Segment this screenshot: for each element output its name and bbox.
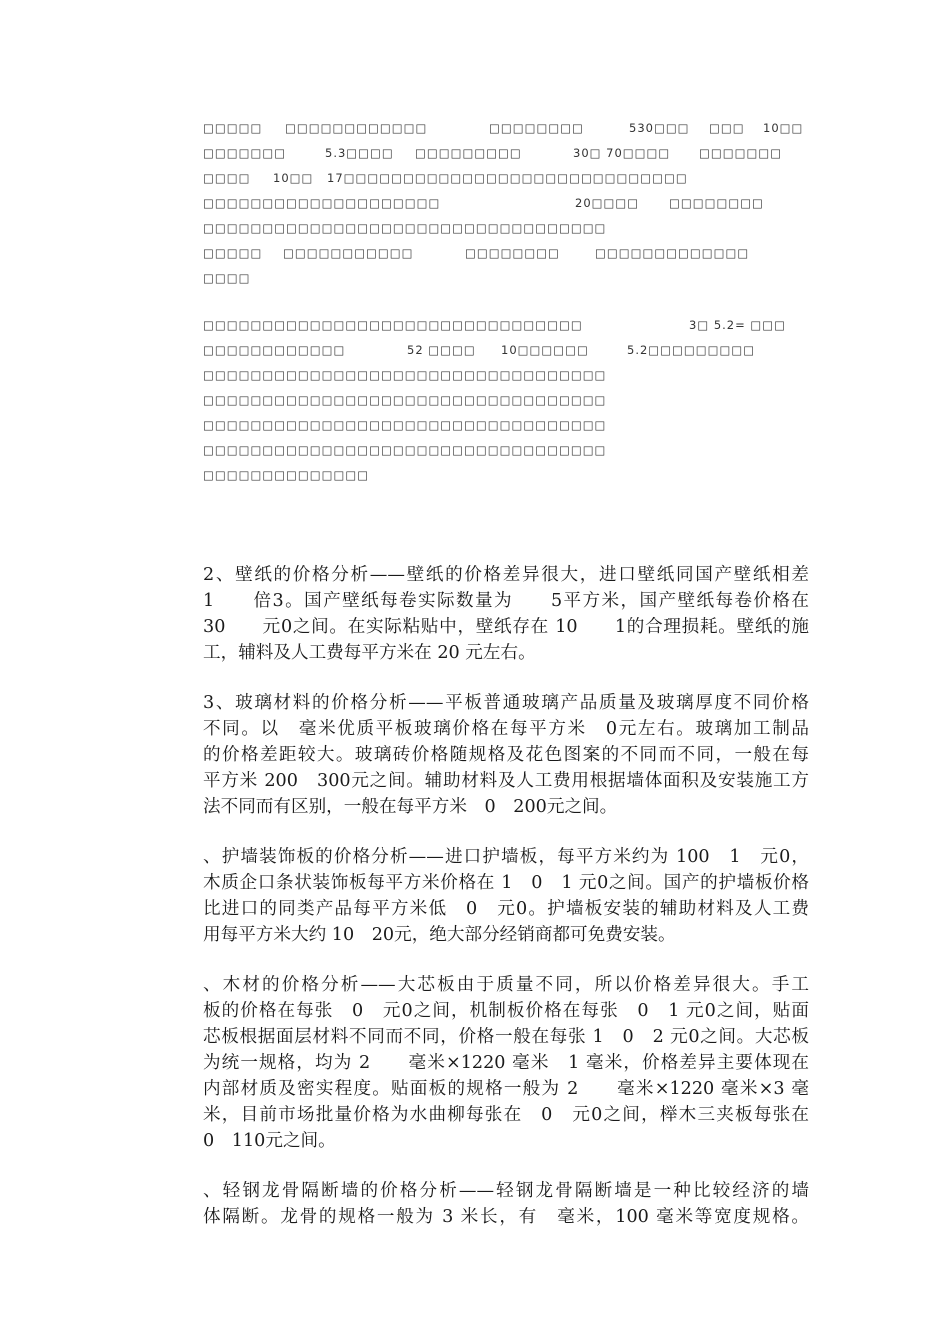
text-line: 、木材的价格分析——大芯板由于质量不同，所以价格差异很大。手工	[203, 975, 809, 995]
garbled-segment: □□□	[709, 121, 745, 135]
garbled-segment: □□□□□□□□	[489, 121, 584, 135]
text-line: 芯板根据面层材料不同而不同，价格一般在每张 1 0 2 元0之间。大芯板	[203, 1027, 809, 1047]
paragraph-glass	[203, 690, 809, 820]
garbled-segment: 10□□	[273, 171, 314, 185]
garbled-segment: □□□□□□□	[203, 146, 287, 160]
garbled-segment: □□□□□□□□□□□□□□□□□□□□	[203, 196, 441, 210]
garbled-segment: 5.2□□□□□□□□□	[627, 343, 756, 357]
garbled-segment: □□□□□□□□□□□□□□□□□□□□□□□□□□□□□□□□	[203, 318, 583, 332]
garbled-segment: □□□□□	[203, 121, 263, 135]
text-line: 不同。以 毫米优质平板玻璃价格在每平方米 0元左右。玻璃加工制品	[203, 719, 809, 739]
garbled-line	[203, 463, 803, 488]
garbled-segment: 10□□	[763, 121, 804, 135]
garbled-segment: □□□□□□□□□□□□□□□□□□□□□□□□□□□□□□□□□□	[203, 443, 607, 457]
text-line: 0 110元之间。	[203, 1131, 336, 1151]
garbled-segment: 530□□□	[629, 121, 690, 135]
text-line: 用每平方米大约 10 20元，绝大部分经销商都可免费安装。	[203, 925, 676, 945]
text-line: 3、玻璃材料的价格分析——平板普通玻璃产品质量及玻璃厚度不同价格	[203, 693, 809, 713]
text-line: 为统一规格，均为 2 毫米×1220 毫米 1 毫米，价格差异主要体现在	[203, 1053, 809, 1073]
body-text	[203, 562, 809, 1254]
paragraph-wallpaper	[203, 562, 809, 666]
garbled-segment: □□□□□□□□□□□	[283, 246, 414, 260]
garbled-line	[203, 438, 803, 463]
garbled-segment: □□□□□□□□	[669, 196, 764, 210]
text-line: 平方米 200 300元之间。辅助材料及人工费用根据墙体面积及安装施工方	[203, 771, 809, 791]
garbled-segment: □□□□□□□□□□□□□	[595, 246, 750, 260]
garbled-line	[203, 141, 803, 166]
garbled-line	[203, 413, 803, 438]
garbled-line	[203, 216, 803, 241]
garbled-segment: 10□□□□□□	[501, 343, 589, 357]
garbled-text-block	[203, 116, 803, 488]
garbled-segment: 30□ 70□□□□	[573, 146, 671, 160]
garbled-segment: □□□□□□□□□□□□□□□□□□□□□□□□□□□□□□□□□□	[203, 393, 607, 407]
garbled-segment: 52 □□□□	[407, 343, 476, 357]
text-line: 30 元0之间。在实际粘贴中，壁纸存在 10 1的合理损耗。壁纸的施	[203, 617, 809, 637]
text-line: 1 倍3。国产壁纸每卷实际数量为 5平方米，国产壁纸每卷价格在	[203, 591, 809, 611]
text-line: 、轻钢龙骨隔断墙的价格分析——轻钢龙骨隔断墙是一种比较经济的墙	[203, 1181, 809, 1201]
garbled-segment: 20□□□□	[575, 196, 640, 210]
garbled-line	[203, 166, 803, 191]
text-line: 体隔断。龙骨的规格一般为 3 米长，有 毫米，100 毫米等宽度规格。	[203, 1207, 809, 1227]
text-line: 、护墙装饰板的价格分析——进口护墙板，每平方米约为 100 1 元0，	[203, 847, 809, 867]
text-line: 比进口的同类产品每平方米低 0 元0。护墙板安装的辅助材料及人工费	[203, 899, 809, 919]
garbled-segment: □□□□□□□□□□□□□□□□□□□□□□□□□□□□□□□□□□	[203, 368, 607, 382]
garbled-segment: □□□□□	[203, 246, 263, 260]
garbled-segment: □□□□□□□□□□□□□□□□□□□□□□□□□□□□□□□□□□	[203, 221, 607, 235]
text-line: 2、壁纸的价格分析——壁纸的价格差异很大，进口壁纸同国产壁纸相差	[203, 565, 809, 585]
text-line: 法不同而有区别，一般在每平方米 0 200元之间。	[203, 797, 618, 817]
garbled-segment: □□□□□□□	[699, 146, 783, 160]
garbled-line	[203, 191, 803, 216]
text-line: 内部材质及密实程度。贴面板的规格一般为 2 毫米×1220 毫米×3 毫	[203, 1079, 809, 1099]
paragraph-steel-partition	[203, 1178, 809, 1230]
garbled-segment: □□□□□□□□□□□□	[203, 343, 346, 357]
garbled-line	[203, 116, 803, 141]
garbled-segment: 3□ 5.2= □□□	[689, 318, 787, 332]
garbled-segment: □□□□□□□□□□□□□□	[203, 468, 370, 482]
garbled-segment: □□□□	[203, 171, 251, 185]
garbled-line	[203, 338, 803, 363]
garbled-line	[203, 313, 803, 338]
text-line: 板的价格在每张 0 元0之间，机制板价格在每张 0 1 元0之间，贴面	[203, 1001, 809, 1021]
garbled-segment: 17□□□□□□□□□□□□□□□□□□□□□□□□□□□□□	[327, 171, 688, 185]
spacer	[203, 291, 803, 313]
paragraph-wall-panel	[203, 844, 809, 948]
text-line: 木质企口条状装饰板每平方米价格在 1 0 1 元0之间。国产的护墙板价格	[203, 873, 809, 893]
garbled-segment: □□□□□□□□□□□□	[285, 121, 428, 135]
text-line: 米，目前市场批量价格为水曲柳每张在 0 元0之间，榉木三夹板每张在	[203, 1105, 809, 1125]
garbled-line	[203, 266, 803, 291]
garbled-segment: □□□□□□□□	[465, 246, 560, 260]
text-line: 工，辅料及人工费每平方米在 20 元左右。	[203, 643, 536, 663]
garbled-line	[203, 241, 803, 266]
paragraph-wood	[203, 972, 809, 1154]
garbled-segment: □□□□□□□□□□□□□□□□□□□□□□□□□□□□□□□□□□	[203, 418, 607, 432]
garbled-segment: □□□□□□□□□	[415, 146, 522, 160]
garbled-segment: □□□□	[203, 271, 251, 285]
text-line: 的价格差距较大。玻璃砖价格随规格及花色图案的不同而不同，一般在每	[203, 745, 809, 765]
garbled-segment: 5.3□□□□	[325, 146, 394, 160]
garbled-line	[203, 363, 803, 388]
garbled-line	[203, 388, 803, 413]
